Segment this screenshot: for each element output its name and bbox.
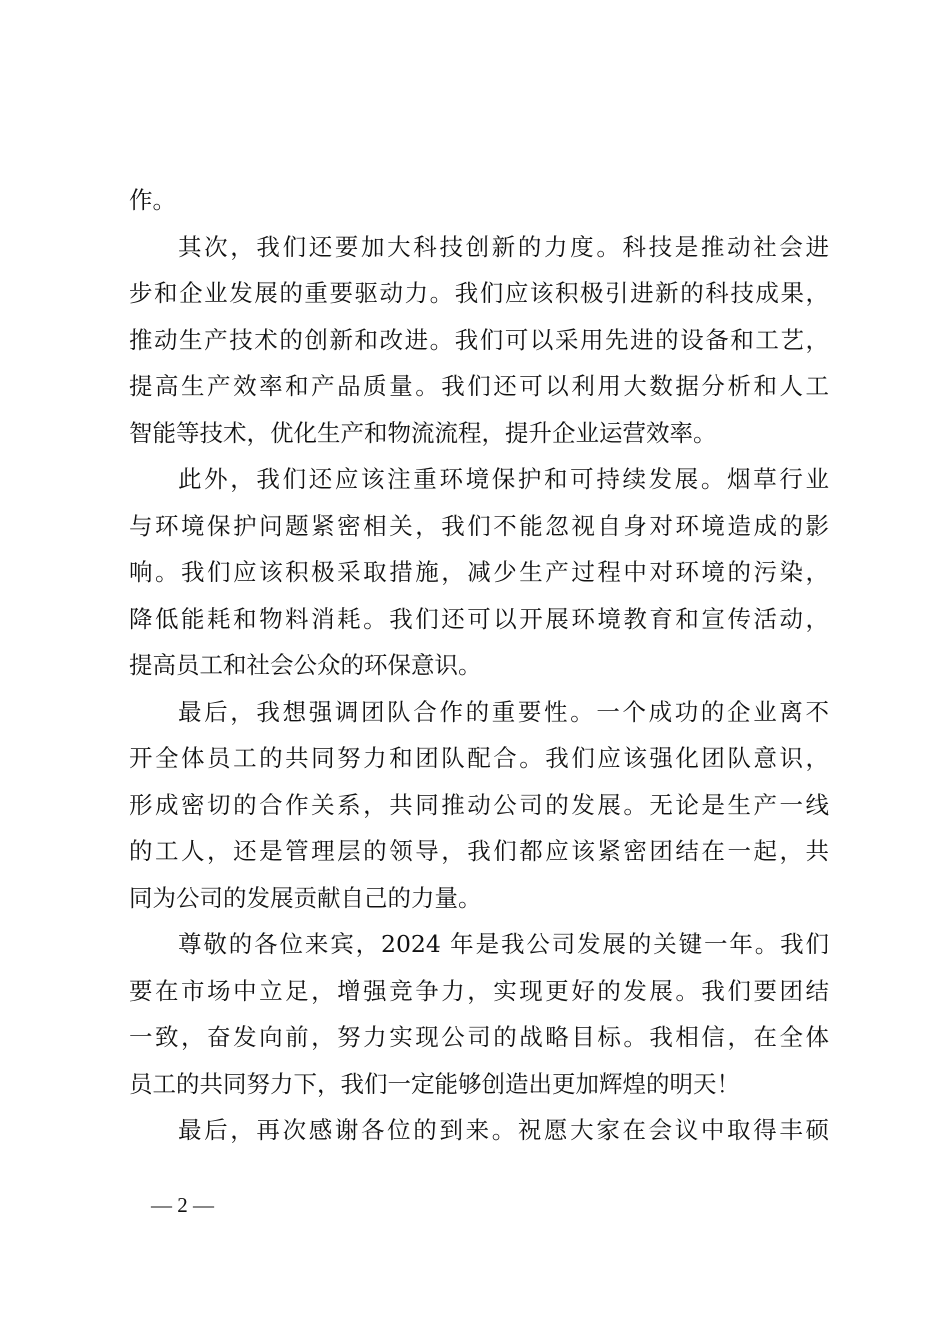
text-line: 步和企业发展的重要驱动力。我们应该积极引进新的科技成果， xyxy=(129,279,829,307)
text-line: 智能等技术，优化生产和物流流程，提升企业运营效率。 xyxy=(129,418,717,447)
paragraph-first-line: 此外，我们还应该注重环境保护和可持续发展。烟草行业 xyxy=(178,465,829,493)
text-line: 降低能耗和物料消耗。我们还可以开展环境教育和宣传活动， xyxy=(129,604,829,633)
page-number: — 2 — xyxy=(151,1193,214,1217)
paragraph-first-line: 尊敬的各位来宾，2024 年是我公司发展的关键一年。我们 xyxy=(178,930,829,958)
text-line: 的工人，还是管理层的领导，我们都应该紧密团结在一起，共 xyxy=(129,837,829,865)
paragraph-first-line: 最后，我想强调团队合作的重要性。一个成功的企业离不 xyxy=(178,697,829,726)
text-line: 提高生产效率和产品质量。我们还可以利用大数据分析和人工 xyxy=(129,372,829,400)
text-line: 与环境保护问题紧密相关，我们不能忽视自身对环境造成的影 xyxy=(129,511,829,540)
text-line: 一致，奋发向前，努力实现公司的战略目标。我相信，在全体 xyxy=(129,1023,829,1051)
paragraph-first-line: 最后，再次感谢各位的到来。祝愿大家在会议中取得丰硕 xyxy=(178,1116,829,1144)
text-line: 形成密切的合作关系，共同推动公司的发展。无论是生产一线 xyxy=(129,790,829,819)
paragraph-first-line: 其次，我们还要加大科技创新的力度。科技是推动社会进 xyxy=(178,232,829,261)
text-line: 推动生产技术的创新和改进。我们可以采用先进的设备和工艺， xyxy=(129,325,829,354)
text-line: 响。我们应该积极采取措施，减少生产过程中对环境的污染， xyxy=(129,558,829,586)
text-line: 员工的共同努力下，我们一定能够创造出更加辉煌的明天！ xyxy=(129,1069,740,1098)
text-line: 提高员工和社会公众的环保意识。 xyxy=(129,651,482,679)
text-line: 要在市场中立足，增强竞争力，实现更好的发展。我们要团结 xyxy=(129,976,829,1005)
text-line: 同为公司的发展贡献自己的力量。 xyxy=(129,883,482,912)
text-line: 作。 xyxy=(129,186,176,214)
document-body xyxy=(129,177,829,1154)
text-line: 开全体员工的共同努力和团队配合。我们应该强化团队意识， xyxy=(129,744,829,772)
